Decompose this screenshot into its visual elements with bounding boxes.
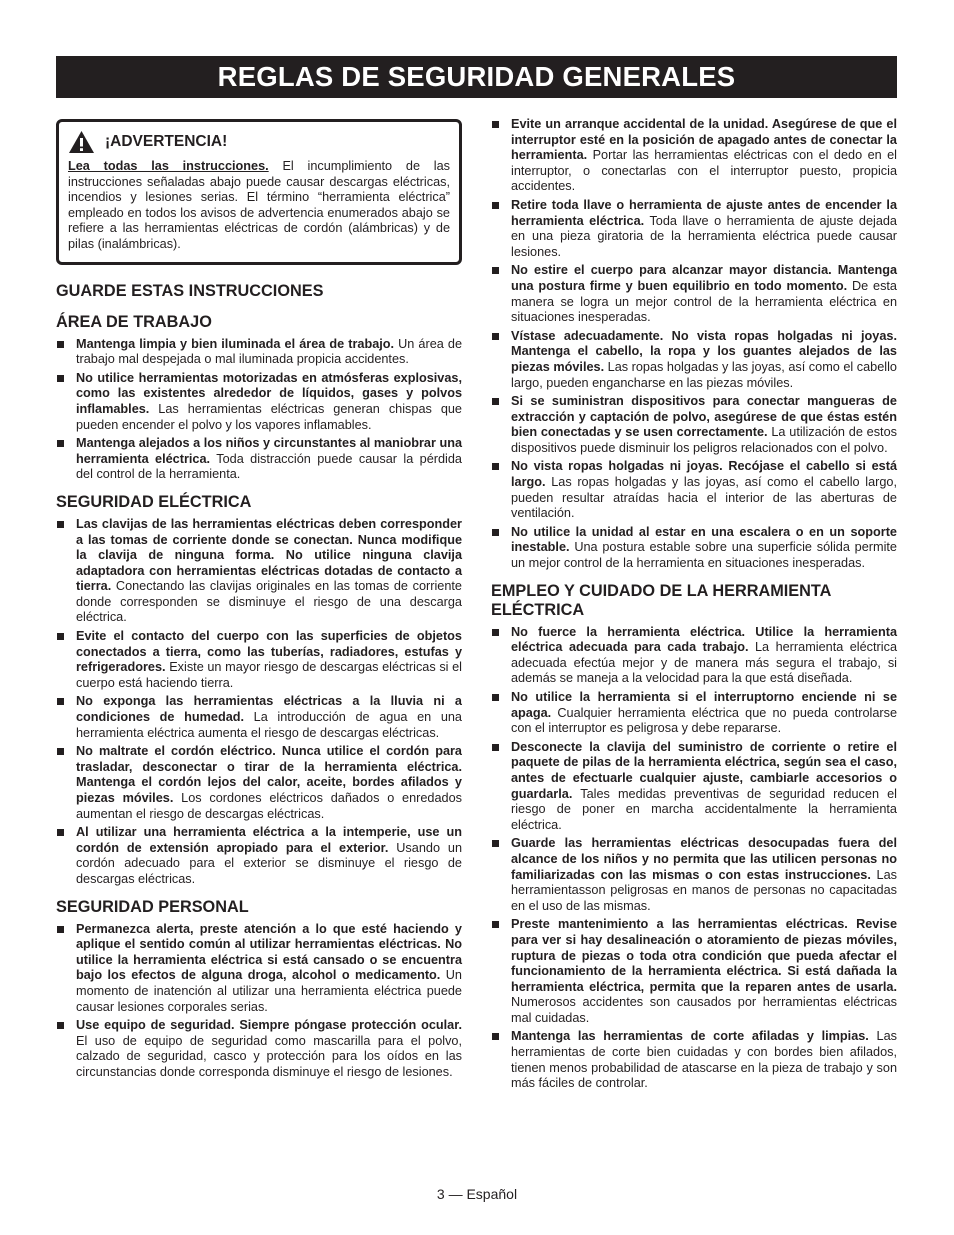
right-column — [491, 117, 897, 1102]
list-item-text: Un área de trabajo mal despejada o mal iluminada propicia accidentes. — [76, 336, 462, 367]
list-item-bold: No utilice la unidad al estar en una escalera o en un soporte inestable. — [511, 524, 897, 555]
work-area-list — [56, 337, 462, 483]
list-item-bold: Vístase adecuadamente. No vista ropas holgadas ni joyas. Mantenga el cabello, la ropa y los guantes alejados de las piezas móviles. — [511, 328, 897, 374]
list-item-text: Conectando las clavijas originales en las tomas de corriente donde corresponden se disminuye el riesgo de una descarga eléctrica. — [76, 579, 462, 625]
list-item-bold: Permanezca alerta, preste atención a lo que esté haciendo y aplique el sentido común al utilizar herramientas eléctricas. No utilice la herramienta eléctrica si está cansado o se encuentra bajo los efectos de alguna droga, alcohol o medicamento. — [76, 921, 462, 983]
warning-triangle-icon — [68, 130, 95, 154]
list-item-text: Las herramientasson peligrosas en manos de personas no capacitadas en el uso de las mismas. — [511, 867, 897, 913]
list-item-bold: Desconecte la clavija del suministro de corriente o retire el paquete de pilas de la herramienta eléctrica, según sea el caso, antes de efectuarle cualquier ajuste, cambiarle accesorios o guardarla. — [511, 739, 897, 801]
personal-safety-heading: SEGURIDAD PERSONAL — [56, 897, 249, 916]
list-item-bold: Preste mantenimiento a las herramientas eléctricas. Revise para ver si hay desalineación o atoramiento de piezas móviles, ruptura de piezas o toda otra condición que pueda afectar el funcionamiento de la herramienta eléctrica. Si está dañada la herramienta eléctrica, permita que la reparen antes de usarla. — [511, 917, 897, 994]
list-item-text: De esta manera se logra un mejor control de la herramienta eléctrica en situaciones inesperadas. — [511, 278, 897, 325]
list-item-bold: No vista ropas holgadas ni joyas. Recójase el cabello si está largo. — [511, 459, 897, 490]
electrical-safety-list — [56, 517, 462, 888]
list-item — [491, 198, 897, 260]
list-item-bold: Evite el contacto del cuerpo con las superficies de objetos conectados a tierra, como las tuberías, radiadores, estufas y refrigeradores. — [76, 629, 462, 675]
list-item-bold: Retire toda llave o herramienta de ajuste antes de encender la herramienta eléctrica. — [511, 197, 897, 228]
list-item-text: Una postura estable sobre una superficie sólida permite un mejor control de la herramienta en situaciones inesperadas. — [511, 540, 897, 571]
list-item-bold: Al utilizar una herramienta eléctrica a la intemperie, use un cordón de extensión apropiado para el exterior. — [76, 825, 462, 855]
list-item — [491, 917, 897, 1026]
list-item — [491, 329, 897, 391]
list-item-bold: Guarde las herramientas eléctricas desocupadas fuera del alcance de los niños y no permita que las utilicen personas no familiarizadas con las mismas o con estas instrucciones. — [511, 836, 897, 882]
list-item-bold: Las clavijas de las herramientas eléctricas deben corresponder a las tomas de corriente donde se conectan. Nunca modifique la clavija de ninguna forma. No utilice ninguna clavija adaptadora con herramientas eléctricas dotadas de contacto a tierra. — [76, 516, 462, 594]
save-instructions-heading: GUARDE ESTAS INSTRUCCIONES — [56, 281, 324, 300]
list-item-text: Toda llave o herramienta de ajuste dejada en una pieza giratoria de la herramienta eléctrica puede causar lesiones. — [511, 213, 897, 259]
list-item — [491, 525, 897, 572]
work-area-heading: ÁREA DE TRABAJO — [56, 312, 212, 331]
warning-text — [68, 159, 450, 253]
list-item-text: La utilización de estos dispositivos puede disminuir los peligros relacionados con el polvo. — [511, 425, 897, 455]
list-item-text: Tales medidas preventivas de seguridad reducen el riesgo de poner en marcha accidentalmente la herramienta eléctrica. — [511, 786, 897, 832]
list-item-text: Cualquier herramienta eléctrica que no pueda controlarse con el interruptor es peligrosa y debe repararse. — [511, 705, 897, 736]
list-item-text: Toda distracción puede causar la pérdida del control de la herramienta. — [76, 451, 462, 482]
list-item-bold: No estire el cuerpo para alcanzar mayor distancia. Mantenga una postura firme y buen equilibrio en todo momento. — [511, 263, 897, 293]
list-item-text: Las ropas holgadas y las joyas, así como el cabello largo, pueden engancharse en las piezas móviles. — [511, 359, 897, 390]
page-title: REGLAS DE SEGURIDAD GENERALES — [56, 56, 897, 98]
list-item-bold: Mantenga limpia y bien iluminada el área de trabajo. — [76, 336, 395, 351]
list-item — [491, 740, 897, 834]
list-item — [491, 625, 897, 687]
list-item — [56, 436, 462, 483]
list-item-bold: No fuerce la herramienta eléctrica. Utilice la herramienta eléctrica adecuada para cada trabajo. — [511, 624, 897, 655]
electrical-safety-heading: SEGURIDAD ELÉCTRICA — [56, 492, 252, 511]
list-item-text: Las herramientas eléctricas generan chispas que pueden encender el polvo y los vapores inflamables. — [76, 401, 462, 432]
list-item-bold: No exponga las herramientas eléctricas a la lluvia ni a condiciones de humedad. — [76, 694, 462, 725]
warning-box — [56, 119, 462, 265]
list-item-bold: No utilice herramientas motorizadas en atmósferas explosivas, como las existentes alrededor de líquidos, gases y polvos inflamables. — [76, 370, 462, 416]
list-item-bold: Mantenga alejados a los niños y circunstantes al maniobrar una herramienta eléctrica. — [76, 436, 462, 466]
list-item-text: Las herramientas de corte bien cuidadas y con bordes bien afilados, tienen menos probabilidad de atascarse en la pieza de trabajo y son más fáciles de controlar. — [511, 1029, 898, 1091]
list-item — [56, 371, 462, 433]
list-item — [56, 629, 462, 691]
warning-body: El incumplimiento de las instrucciones señaladas abajo puede causar descargas eléctricas, incendios y lesiones serias. El término “herramienta eléctrica” empleado en todos los avisos de advertencia enumerados abajo se refiere a las herramientas eléctricas de cordón (alámbricas) y de pilas (inalámbricas). — [68, 159, 450, 251]
list-item — [56, 337, 462, 368]
list-item — [56, 825, 462, 887]
list-item — [491, 117, 897, 195]
list-item — [491, 263, 897, 325]
list-item — [56, 744, 462, 822]
warning-header — [68, 130, 450, 154]
page-footer: 3 — Español — [436, 1186, 518, 1202]
list-item-text: El uso de equipo de seguridad como mascarilla para el polvo, calzado de seguridad, casco y protección para los oídos en las circunstancias donde corresponda disminuye el riesgo de lesiones. — [76, 1033, 462, 1079]
list-item-bold: Evite un arranque accidental de la unidad. Asegúrese de que el interruptor esté en la posición de apagado antes de conectar la herramienta. — [511, 117, 897, 163]
list-item-text: Un momento de inatención al utilizar una herramienta eléctrica puede causar lesiones corporales serias. — [76, 968, 462, 1014]
warning-title: ¡ADVERTENCIA! — [105, 133, 228, 151]
list-item-bold: No maltrate el cordón eléctrico. Nunca utilice el cordón para trasladar, desconectar o tirar de la herramienta eléctrica. Mantenga el cordón lejos del calor, aceite, bordes afilados y piezas móviles. — [76, 744, 462, 805]
list-item-text: Portar las herramientas eléctricas con el dedo en el interruptor, o conectarlas con el interruptor puesto, propicia accidentes. — [511, 148, 897, 194]
personal-safety-list-continued — [491, 117, 897, 572]
warning-lead: Lea todas las instrucciones. — [68, 159, 269, 173]
list-item-bold: Use equipo de seguridad. Siempre póngase protección ocular. — [76, 1018, 462, 1033]
list-item-text: Las ropas holgadas y las joyas, así como el cabello largo, pueden resultar atraídas hacia el interior de las aberturas de ventilación. — [511, 475, 897, 521]
tool-use-list — [491, 625, 897, 1092]
personal-safety-list — [56, 922, 462, 1081]
list-item-text: Existe un mayor riesgo de descargas eléctricas si el cuerpo está haciendo tierra. — [76, 660, 462, 690]
list-item-bold: Mantenga las herramientas de corte afiladas y limpias. — [511, 1029, 869, 1044]
list-item — [491, 394, 897, 456]
left-column — [56, 119, 462, 1091]
tool-use-heading: EMPLEO Y CUIDADO DE LA HERRAMIENTA ELÉCTRICA — [491, 581, 831, 619]
list-item-text: Usando un cordón adecuado para el exterior se disminuye el riesgo de descargas eléctricas. — [76, 840, 462, 886]
list-item — [491, 1029, 897, 1091]
list-item — [491, 459, 897, 521]
list-item — [56, 517, 462, 626]
list-item — [491, 690, 897, 737]
list-item-text: Los cordones eléctricos dañados o enredados aumentan el riesgo de descargas eléctricas. — [76, 791, 462, 821]
list-item — [56, 694, 462, 741]
list-item-text: La introducción de agua en una herramienta eléctrica aumenta el riesgo de descargas eléctricas. — [76, 710, 462, 740]
list-item-bold: Si se suministran dispositivos para conectar mangueras de extracción y captación de polvo, asegúrese de que éstas estén bien conectadas y se usen correctamente. — [511, 394, 897, 440]
list-item — [56, 922, 462, 1016]
list-item-text: Numerosos accidentes son causados por herramientas eléctricas mal cuidadas. — [511, 995, 897, 1025]
list-item-bold: No utilice la herramienta si el interruptorno enciende ni se apaga. — [511, 690, 897, 720]
list-item — [56, 1018, 462, 1080]
list-item — [491, 836, 897, 914]
list-item-text: La herramienta eléctrica adecuada efectúa mejor y de manera más segura el trabajo, si además se maneja a la velocidad para la que está diseñada. — [511, 640, 897, 686]
